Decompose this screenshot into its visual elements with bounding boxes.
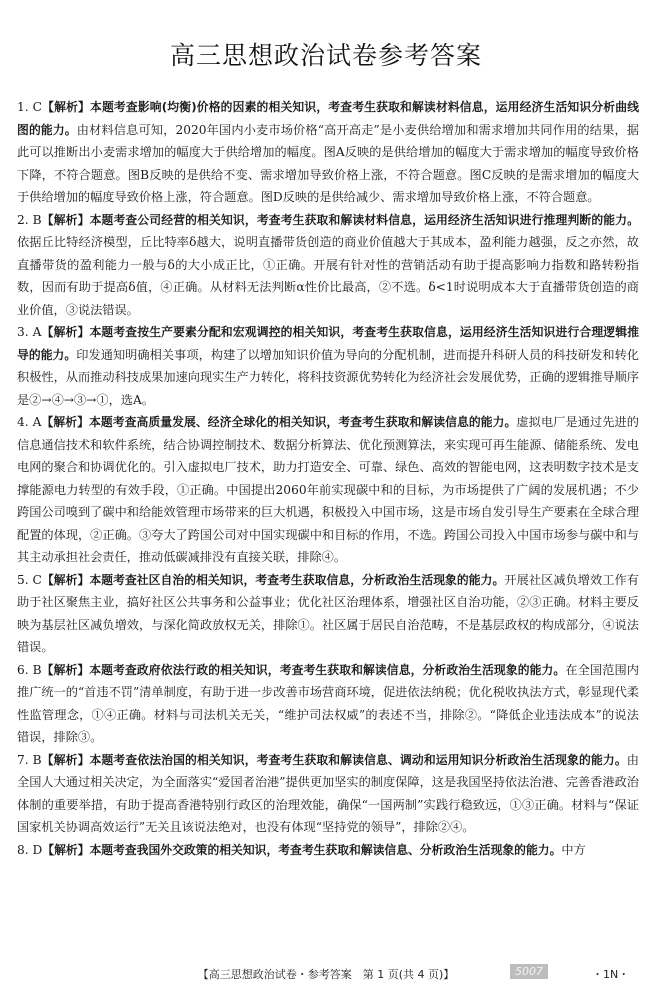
question-number: 4. A <box>17 415 42 429</box>
footer-code-badge: 5007 <box>510 964 548 979</box>
question-2 <box>17 209 639 322</box>
analysis-tag: 【解析】 <box>41 572 90 587</box>
question-8 <box>17 839 639 862</box>
question-lead: 本题考查高质量发展、经济全球化的相关知识，考查考生获取和解读信息的能力。 <box>88 415 517 429</box>
question-lead: 本题考查社区自治的相关知识，考查考生获取信息，分析政治生活现象的能力。 <box>89 572 505 587</box>
question-body: 由材料信息可知，2020年国内小麦市场价格“高开高走”是小麦供给增加和需求增加共同作用的结果，据此可以推断出小麦需求增加的幅度大于供给增加的幅度。图A反映的是供给增加的幅度大于需求增加的幅度导致价格下降，不符合题意。图B反映的是供给不变、需求增加导致价格上涨，不符合题意。图C反映的是需求增加的幅度大于供给增加的幅度导致价格上涨，符合题意。图D反映的是供给减少、需求增加导致价格上涨，不符合题意。 <box>17 122 639 204</box>
question-body: 中方 <box>561 842 586 857</box>
question-body: 印发通知明确相关事项，构建了以增加知识价值为导向的分配机制，进而提升科研人员的科技研发和转化积极性，从而推动科技成果加速向现实生产力转化，将科技资源优势转化为经济社会发展优势，正确的逻辑推导顺序是②→④→③→①，选A。 <box>17 347 639 407</box>
question-6 <box>17 659 639 749</box>
question-number: 1. C <box>17 100 42 114</box>
question-lead: 本题考查依法治国的相关知识，考查考生获取和解读信息、调动和运用知识分析政治生活现象的能力。 <box>89 752 627 767</box>
question-lead: 本题考查影响(均衡)价格的因素的相关知识，考查考生获取和解读材料信息，运用经济生活知识分析曲线图的能力。 <box>17 100 639 137</box>
question-7 <box>17 749 639 839</box>
question-number: 6. B <box>17 662 42 677</box>
analysis-tag: 【解析】 <box>41 212 90 227</box>
question-body: 虚拟电厂是通过先进的信息通信技术和软件系统，结合协调控制技术、数据分析算法、优化预测算法，来实现可再生能源、储能系统、发电电网的聚合和协调优化的。引入虚拟电厂技术，助力打造安全、可靠、绿色、高效的智能电网，这表明数字技术是支撑能源电力转型的有效手段，①正确。中国提出2060年前实现碳中和的目标，为市场提供了广阔的发展机遇；不少跨国公司嗅到了碳中和给能效管理市场带来的巨大机遇，积极投入中国市场，这是市场自发引导生产要素在全球合理配置的体现，②正确。③夸大了跨国公司对中国实现碳中和目标的作用，不选。跨国公司投入中国市场参与碳中和与其主动承担社会责任，推动低碳减排没有直接关联，排除④。 <box>17 415 639 564</box>
page-footer <box>0 964 652 984</box>
question-lead: 本题考查政府依法行政的相关知识，考查考生获取和解读信息，分析政治生活现象的能力。 <box>89 662 566 677</box>
question-lead: 本题考查公司经营的相关知识，考查考生获取和解读材料信息，运用经济生活知识进行推理判断的能力。 <box>89 212 639 227</box>
analysis-tag: 【解析】 <box>42 842 90 857</box>
footer-edition-mark: ・1N・ <box>592 968 630 981</box>
question-number: 8. D <box>17 842 43 857</box>
analysis-tag: 【解析】 <box>41 662 90 677</box>
question-lead: 本题考查我国外交政策的相关知识，考查考生获取和解读信息、分析政治生活现象的能力。 <box>89 842 562 857</box>
analysis-tag: 【解析】 <box>41 752 90 767</box>
analysis-tag: 【解析】 <box>42 100 90 114</box>
question-4 <box>17 411 639 569</box>
question-3 <box>17 321 639 411</box>
question-number: 7. B <box>17 752 42 767</box>
page-title: 高三思想政治试卷参考答案 <box>169 41 482 70</box>
question-number: 3. A <box>17 325 42 339</box>
question-number: 5. C <box>17 572 42 587</box>
question-5 <box>17 569 639 659</box>
question-body: 依据丘比特经济模型，丘比特率δ越大，说明直播带货创造的商业价值越大于其成本，盈利能力越强，反之亦然，故直播带货的盈利能力一般与δ的大小成正比，①正确。开展有针对性的营销活动有助于提高影响力指数和路转粉指数，因而有助于提高δ值，④正确。从材料无法判断α性价比最高，②不选。δ<1时说明成本大于直播带货创造的商业价值，③说法错误。 <box>17 235 639 317</box>
question-body: 开展社区减负增效工作有助于社区聚焦主业，搞好社区公共事务和公益事业；优化社区治理体系，增强社区自治功能，②③正确。材料主要反映为基层社区减负增效，与深化简政放权无关，排除①。社区属于居民自治范畴，不是基层政权的构成部分，④说法错误。 <box>17 572 639 654</box>
question-body: 在全国范围内推广统一的“首违不罚”清单制度，有助于进一步改善市场营商环境，促进依法纳税；优化税收执法方式，彰显现代柔性监管理念，①④正确。材料与司法机关无关，“维护司法权威”的表述不当，排除②。“降低企业违法成本”的说法错误，排除③。 <box>17 662 639 744</box>
analysis-tag: 【解析】 <box>41 415 89 429</box>
footer-page-info: 【高三思想政治试卷・参考答案 第 1 页(共 4 页)】 <box>197 968 455 981</box>
question-body: 由全国人大通过相关决定，为全面落实“爱国者治港”提供更加坚实的制度保障，这是我国坚持依法治港、完善香港政治体制的重要举措，有助于提高香港特别行政区的治理效能，确保“一国两制”实践行稳致远，①③正确。材料与“保证国家机关协调高效运行”无关且该说法绝对，也没有体现“坚持党的领导”，排除②④。 <box>17 752 639 834</box>
question-number: 2. B <box>17 212 42 227</box>
question-1 <box>17 96 639 209</box>
analysis-tag: 【解析】 <box>41 325 90 339</box>
question-lead: 本题考查按生产要素分配和宏观调控的相关知识，考查考生获取信息，运用经济生活知识进行合理逻辑推导的能力。 <box>17 325 639 362</box>
question-list <box>17 96 639 861</box>
